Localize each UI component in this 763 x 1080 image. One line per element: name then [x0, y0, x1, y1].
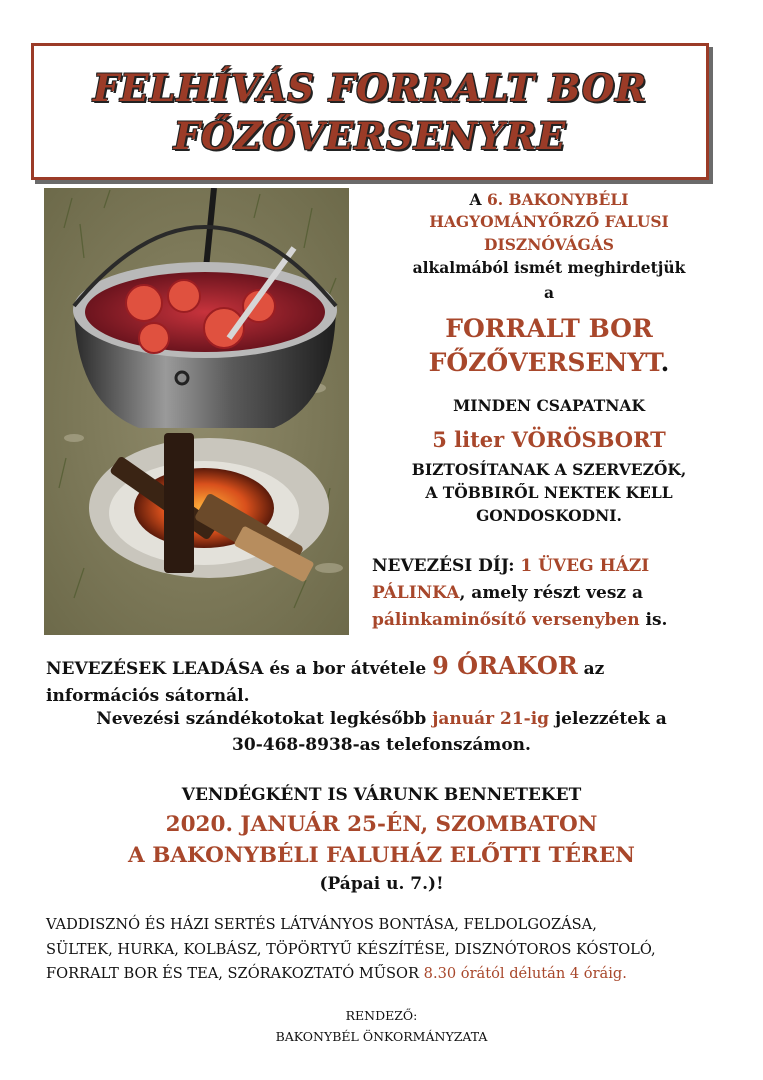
organizer-name: BAKONYBÉL ÖNKORMÁNYZATA [275, 1029, 488, 1044]
wine-amount: 5 liter VÖRÖSBORT [432, 427, 666, 452]
organizer-label: RENDEZŐ: [345, 1008, 418, 1023]
registration-text: NEVEZÉSEK LEADÁSA és a bor átvétele [46, 659, 433, 679]
fee-line-3 [372, 607, 732, 634]
announcement-column [360, 188, 738, 527]
intro-prefix: A [469, 190, 487, 209]
contest-line-1: FORRALT BOR [445, 314, 653, 343]
fee-mid: , amely részt vesz a [459, 583, 643, 603]
event-date: 2020. JANUÁR 25-ÉN, SZOMBATON [165, 812, 598, 837]
article-text: a [543, 283, 555, 302]
event-line-1 [360, 188, 738, 210]
deadline-prefix: Nevezési szándékotokat legkésőbb [96, 709, 433, 729]
contest-dot: . [660, 348, 670, 377]
event-line-2: HAGYOMÁNYŐRZŐ FALUSI [429, 212, 669, 231]
fee-label: NEVEZÉSI DÍJ: [372, 556, 521, 576]
teams-line-1: MINDEN CSAPATNAK [453, 396, 645, 415]
event-address: (Pápai u. 7.)! [319, 874, 444, 894]
entry-fee [372, 553, 732, 634]
title-line-1: FELHÍVÁS FORRALT BOR [93, 65, 647, 110]
event-place: A BAKONYBÉLI FALUHÁZ ELŐTTI TÉREN [128, 843, 635, 868]
event-name-1: 6. BAKONYBÉLI [486, 190, 629, 209]
program-line-1: VADDISZNÓ ÉS HÁZI SERTÉS LÁTVÁNYOS BONTÁSA, FELDOLGOZÁSA, [46, 916, 597, 933]
program-list [46, 913, 726, 987]
fee-end: is. [639, 610, 668, 630]
contest-line-2 [360, 346, 738, 380]
deadline-date: január 21-ig [432, 709, 550, 729]
program-time: 8.30 órától délután 4 óráig. [423, 965, 627, 982]
fee-line-1 [372, 553, 732, 580]
occasion-text: alkalmából ismét meghirdetjük [412, 258, 686, 277]
teams-line-3: BIZTOSÍTANAK A SZERVEZŐK, [411, 460, 687, 479]
program-line-3-text: FORRALT BOR ÉS TEA, SZÓRAKOZTATÓ MŰSOR [46, 965, 424, 982]
title-banner [31, 43, 709, 180]
teams-line-5: GONDOSKODNI. [476, 506, 622, 525]
registration-info [46, 651, 726, 708]
registration-time: 9 ÓRAKOR [432, 651, 578, 680]
guests-line-1: VENDÉGKÉNT IS VÁRUNK BENNETEKET [181, 785, 582, 805]
registration-suffix: az [577, 659, 605, 679]
registration-line-3 [0, 707, 763, 731]
teams-line-4: A TÖBBIRŐL NEKTEK KELL [425, 483, 673, 502]
program-line-2: SÜLTEK, HURKA, KOLBÁSZ, TÖPÖRTYŰ KÉSZÍTÉSE, DISZNÓTOROS KÓSTOLÓ, [46, 940, 656, 958]
fee-item-2: PÁLINKA [372, 583, 460, 603]
registration-contact [0, 707, 763, 757]
fee-contest: pálinkaminősítő versenyben [372, 610, 640, 630]
guests-info [0, 783, 763, 896]
program-line-3 [46, 962, 726, 987]
fee-item-1: 1 ÜVEG HÁZI [520, 556, 650, 576]
registration-line-2: információs sátornál. [46, 686, 250, 706]
fee-line-2 [372, 580, 732, 607]
registration-line-1 [46, 651, 726, 684]
contest-name-2: FŐZŐVERSENYT [428, 348, 661, 377]
phone-number: 30-468-8938-as telefonszámon. [232, 735, 531, 755]
title-line-2: FŐZŐVERSENYRE [173, 113, 567, 158]
deadline-suffix: jelezzétek a [549, 709, 667, 729]
mulled-wine-cauldron-photo [44, 188, 349, 635]
event-line-3: DISZNÓVÁGÁS [484, 235, 614, 254]
